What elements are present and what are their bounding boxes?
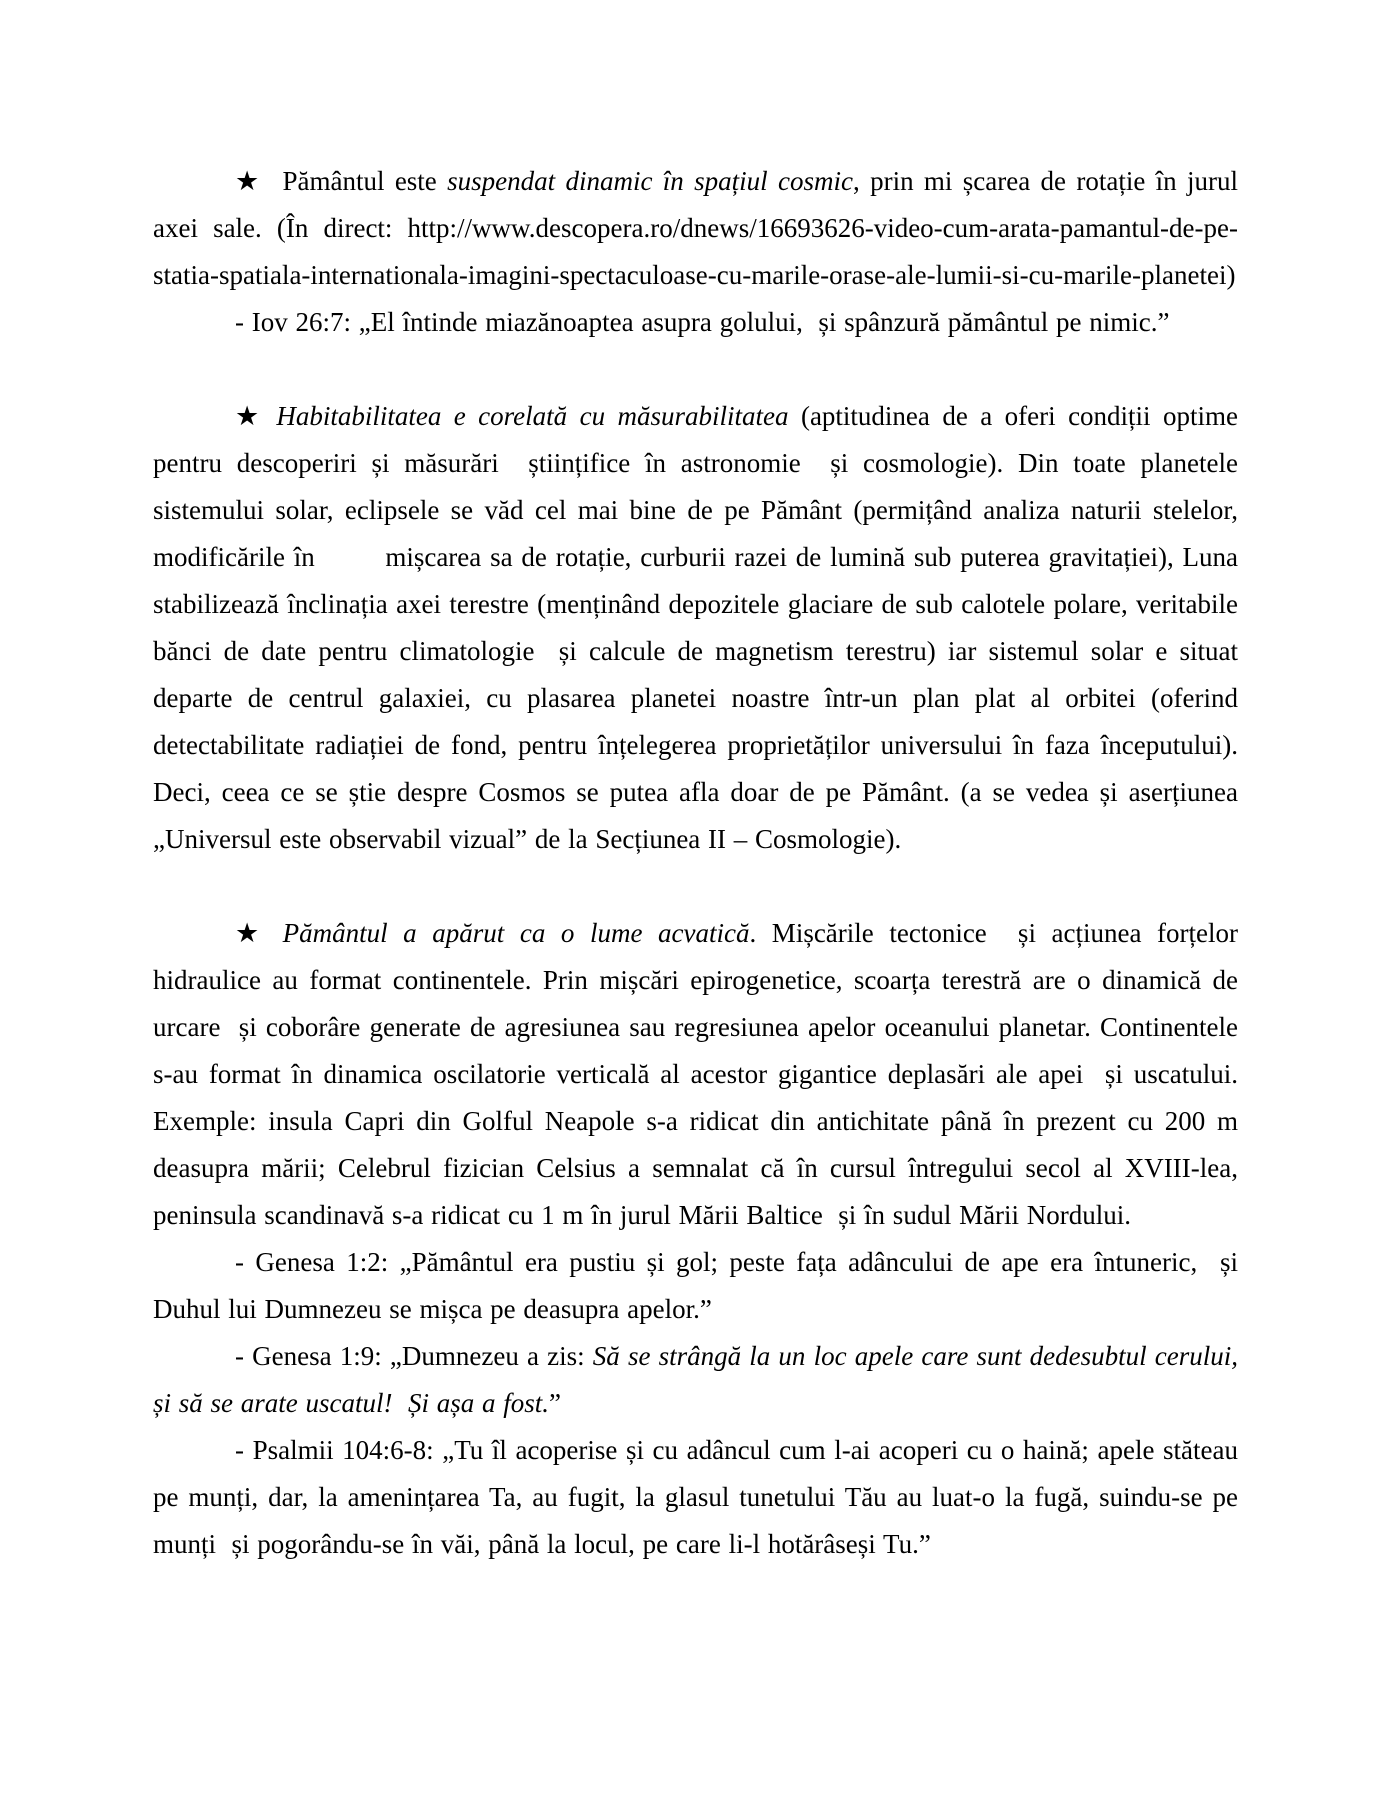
text-run: - Genesa 1:2: „Pământul era pustiu și gol; peste fața adâncului de ape era întuneric, și Duhul lui Dumnezeu se mișca pe deasupra apelor.”: [153, 1247, 1246, 1324]
text-run: . Mișcările tectonice și acțiunea forțelor hidraulice au format continentele. Prin mișcări epirogenetice, scoarța terestră are o dinamică de urcare și coborâre generate de agresiunea sau regresiunea apelor oceanului planetar. Continentele s-au format în dinamica oscilatorie verticală al acestor gigantice deplasări ale apei și uscatului. Exemple: insula Capri din Golful Neapole s-a ridicat din antichitate până în prezent cu 200 m deasupra mării; Celebrul fizician Celsius a semnalat că în cursul întregului secol al XVIII-lea, peninsula scandinavă s-a ridicat cu 1 m în jurul Mării Baltice și în sudul Mării Nordului.: [153, 918, 1246, 1230]
italic-phrase-habitabilitatea: Habitabilitatea e corelată cu măsurabilitatea: [276, 401, 789, 431]
text-run-closing-quote: ”: [549, 1388, 561, 1418]
paragraph-earth-suspended: [153, 158, 1246, 299]
paragraph-iov-quote: [153, 299, 1238, 346]
paragraph-genesa-1-9: [153, 1333, 1246, 1427]
star-bullet-icon: ★: [235, 166, 283, 196]
italic-phrase-sa-se-stranga: Să se strângă la un loc apele care sunt dedesubtul cerului, și să se arate uscatul! Și așa a fost.: [153, 1341, 1246, 1418]
italic-phrase-lume-acvatica: Pământul a apărut ca o lume acvatică: [282, 918, 750, 948]
text-run: - Iov 26:7: „El întinde miazănoaptea asupra golului, și spânzură pământul pe nimic.”: [235, 307, 1170, 337]
star-bullet-icon: ★: [235, 918, 283, 948]
text-run: Pământul este: [282, 166, 448, 196]
paragraph-aquatic-world: [153, 910, 1246, 1239]
paragraph-psalmii-104: [153, 1427, 1246, 1568]
text-run: (aptitudinea de a oferi condiții optime pentru descoperiri și măsurări științifice în astronomie și cosmologie). Din toate planetele sistemului solar, eclipsele se văd cel mai bine de pe Pământ (permițând analiza naturii stelelor, modificările în mișcarea sa de rotație, curburii razei de lumină sub puterea gravitației), Luna stabilizează înclinația axei terestre (menținând depozitele glaciare de sub calotele polare, veritabile bănci de date pentru climatologie și calcule de magnetism terestru) iar sistemul solar e situat departe de centrul galaxiei, cu plasarea planetei noastre într-un plan plat al orbitei (oferind detectabilitate radiației de fond, pentru înțelegerea proprietăților universului în faza începutului). Deci, ceea ce se știe despre Cosmos se putea afla doar de pe Pământ. (a se vedea și aserțiunea „Universul este observabil vizual” de la Secțiunea II – Cosmologie).: [153, 401, 1246, 854]
paragraph-genesa-1-2: [153, 1239, 1246, 1333]
text-run-with-url: , prin mi șcarea de rotație în jurul axei sale. (În direct: http://www.descopera.ro/dnews/16693626-video-cum-arata-pamantul-de-pe-statia-spatiala-internationala-imagini-spectaculoase-cu-marile-orase-ale-lumii-si-cu-marile-planetei): [153, 166, 1246, 290]
paragraph-habitability: [153, 393, 1246, 863]
star-bullet-icon: ★: [235, 401, 277, 431]
italic-phrase-suspendat-dinamic: suspendat dinamic în spațiul cosmic: [447, 166, 853, 196]
text-run: - Genesa 1:9: „Dumnezeu a zis:: [235, 1341, 593, 1371]
text-run: - Psalmii 104:6-8: „Tu îl acoperise și cu adâncul cum l-ai acoperi cu o haină; apele stăteau pe munți, dar, la amenințarea Ta, au fugit, la glasul tunetului Tău au luat-o la fugă, suindu-se pe munți și pogorându-se în văi, până la locul, pe care li-l hotărâseși Tu.”: [153, 1435, 1246, 1559]
